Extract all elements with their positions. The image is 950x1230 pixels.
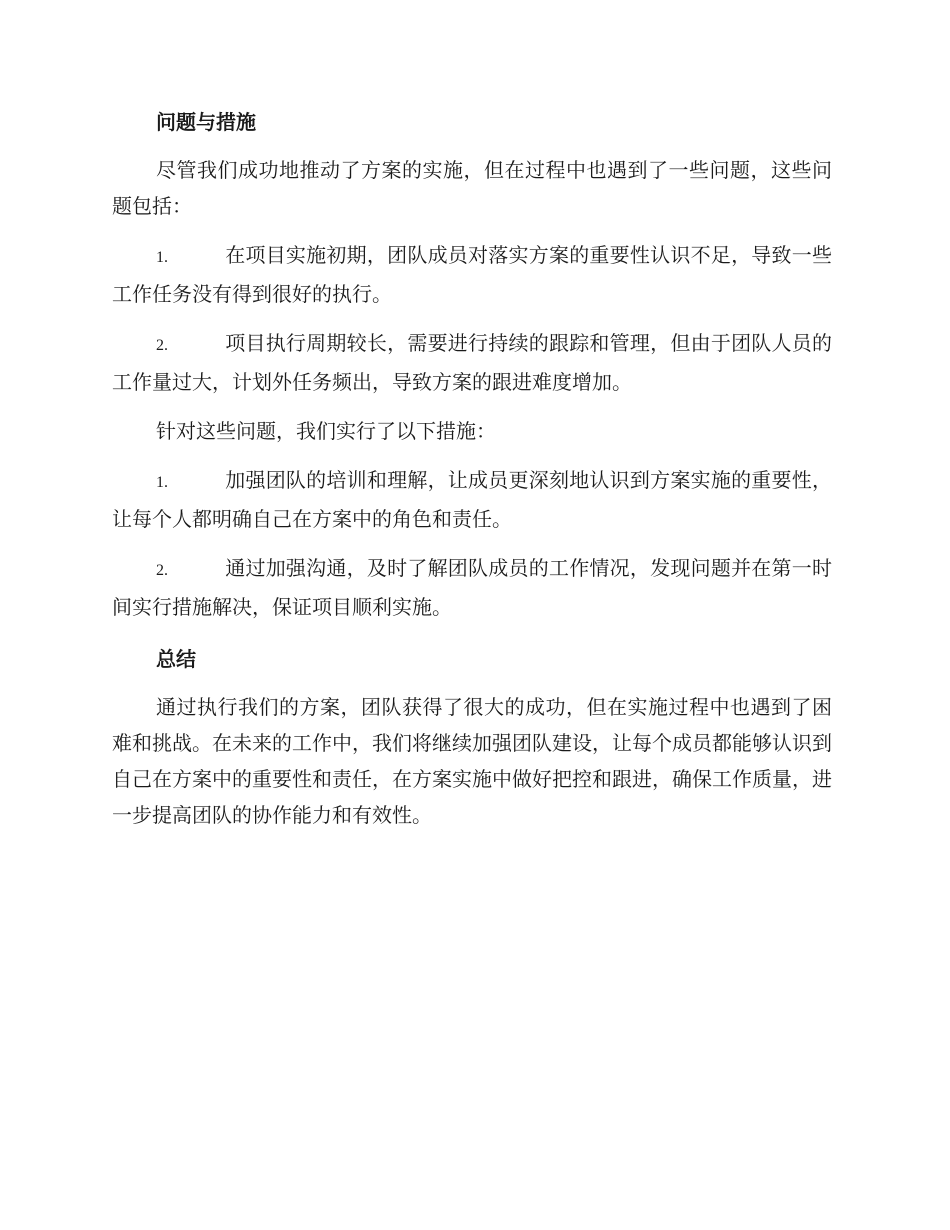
problem-list-item [112, 325, 832, 400]
problem-list-item [112, 237, 832, 312]
measures-intro-paragraph: 针对这些问题，我们实行了以下措施： [156, 419, 496, 443]
list-number: 2. [156, 337, 168, 354]
list-item-text: 项目执行周期较长，需要进行持续的跟踪和管理，但由于团队人员的工作量过大，计划外任务频出，导致方案的跟进难度增加。 [112, 331, 832, 394]
list-item-text: 加强团队的培训和理解，让成员更深刻地认识到方案实施的重要性，让每个人都明确自己在方案中的角色和责任。 [112, 468, 832, 531]
summary-paragraph: 通过执行我们的方案，团队获得了很大的成功，但在实施过程中也遇到了困难和挑战。在未来的工作中，我们将继续加强团队建设，让每个成员都能够认识到自己在方案中的重要性和责任，在方案实施中做好把控和跟进，确保工作质量，进一步提高团队的协作能力和有效性。 [112, 695, 832, 827]
measure-list-item [112, 550, 832, 625]
section-heading-summary: 总结 [156, 647, 196, 671]
measure-list-item [112, 462, 832, 537]
document-page [112, 106, 832, 846]
list-number: 1. [156, 474, 168, 491]
section-heading-problems: 问题与措施 [156, 110, 256, 134]
list-item-text: 通过加强沟通，及时了解团队成员的工作情况，发现问题并在第一时间实行措施解决，保证项目顺利实施。 [112, 556, 832, 619]
list-number: 1. [156, 249, 168, 266]
list-item-text: 在项目实施初期，团队成员对落实方案的重要性认识不足，导致一些工作任务没有得到很好的执行。 [112, 243, 832, 306]
list-number: 2. [156, 562, 168, 579]
problems-intro-paragraph: 尽管我们成功地推动了方案的实施，但在过程中也遇到了一些问题，这些问题包括： [112, 158, 832, 218]
